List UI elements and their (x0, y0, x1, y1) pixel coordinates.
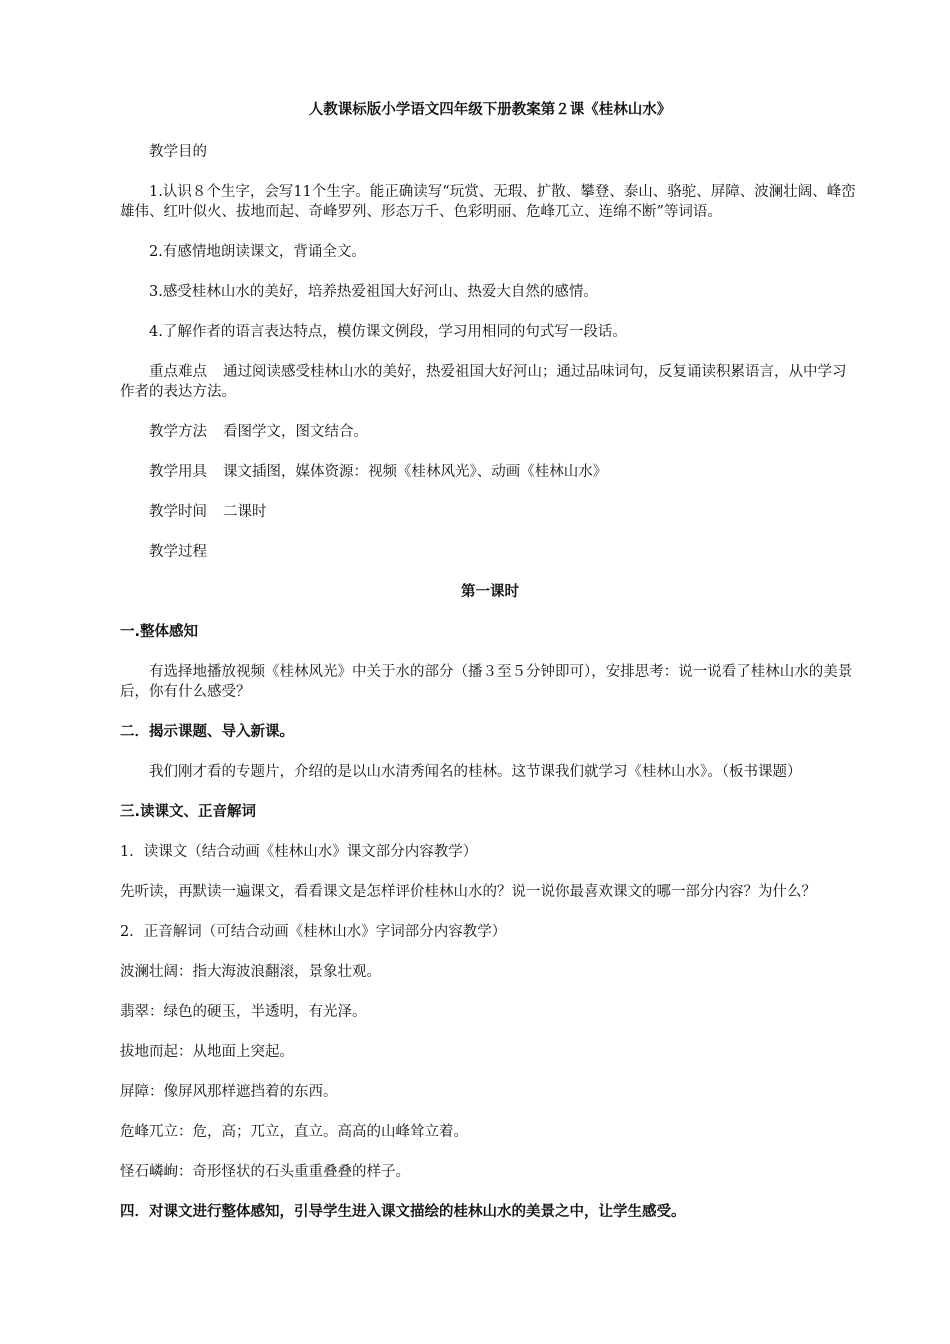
key-points-text: 通过阅读感受桂林山水的美好，热爱祖国大好河山；通过品味词句，反复诵读积累语言，从中学习作者的表达方法。 (120, 364, 847, 400)
goal-item-3: 3.感受桂林山水的美好，培养热爱祖国大好河山、热爱大自然的感情。 (149, 284, 598, 300)
key-points-label: 重点难点 (149, 364, 207, 380)
lesson-heading: 第一课时 (461, 584, 519, 600)
vocab-item-1: 波澜壮阔：指大海波浪翻滚，景象壮观。 (120, 964, 381, 980)
section2-heading: 二．揭示课题、导入新课。 (120, 724, 294, 740)
goal-item-2: 2.有感情地朗读课文，背诵全文。 (149, 244, 366, 260)
vocab-item-4: 屏障：像屏风那样遮挡着的东西。 (120, 1084, 338, 1100)
goal-item-4: 4.了解作者的语言表达特点，模仿课文例段，学习用相同的句式写一段话。 (149, 324, 627, 340)
tools-paragraph (120, 462, 860, 482)
time-paragraph (120, 502, 860, 522)
section2-text: 我们刚才看的专题片，介绍的是以山水清秀闻名的桂林。这节课我们就学习《桂林山水》。（板书课题） (149, 764, 802, 780)
key-points-paragraph (120, 362, 860, 402)
tools-label: 教学用具 (149, 464, 207, 480)
method-paragraph (120, 422, 860, 442)
section3-item-3: 2．正音解词（可结合动画《桂林山水》字词部分内容教学） (120, 924, 507, 940)
section1-text: 有选择地播放视频《桂林风光》中关于水的部分（播３至５分钟即可），安排思考：说一说看了桂林山水的美景后，你有什么感受？ (120, 664, 853, 700)
vocab-item-6: 怪石嶙峋：奇形怪状的石头重重叠叠的样子。 (120, 1164, 410, 1180)
vocab-item-3: 拔地而起：从地面上突起。 (120, 1044, 294, 1060)
goals-heading: 教学目的 (149, 144, 207, 160)
vocab-item-5: 危峰兀立：危，高；兀立，直立。高高的山峰耸立着。 (120, 1124, 468, 1140)
goal-item-1: 1.认识８个生字，会写11个生字。能正确读写“玩赏、无瑕、扩散、攀登、泰山、骆驼、屏障、波澜壮阔、峰峦雄伟、红叶似火、拔地而起、奇峰罗列、形态万千、色彩明丽、危峰兀立、连绵不断”等词语。 (120, 184, 856, 220)
vocab-item-2: 翡翠：绿色的硬玉，半透明，有光泽。 (120, 1004, 367, 1020)
process-heading: 教学过程 (149, 544, 207, 560)
section3-heading: 三.读课文、正音解词 (120, 804, 257, 820)
document-page (120, 100, 860, 1242)
method-text: 看图学文，图文结合。 (223, 424, 368, 440)
section3-item-1: 1．读课文（结合动画《桂林山水》课文部分内容教学） (120, 844, 478, 860)
section3-item-2: 先听读，再默读一遍课文，看看课文是怎样评价桂林山水的？说一说你最喜欢课文的哪一部分内容？为什么？ (120, 884, 816, 900)
section4-heading: 四．对课文进行整体感知，引导学生进入课文描绘的桂林山水的美景之中，让学生感受。 (120, 1204, 686, 1220)
time-text: 二课时 (223, 504, 267, 520)
section1-heading: 一.整体感知 (120, 624, 199, 640)
tools-text: 课文插图，媒体资源：视频《桂林风光》、动画《桂林山水》 (223, 464, 608, 480)
document-title: 人教课标版小学语文四年级下册教案第２课《桂林山水》 (308, 102, 672, 118)
method-label: 教学方法 (149, 424, 207, 440)
time-label: 教学时间 (149, 504, 207, 520)
